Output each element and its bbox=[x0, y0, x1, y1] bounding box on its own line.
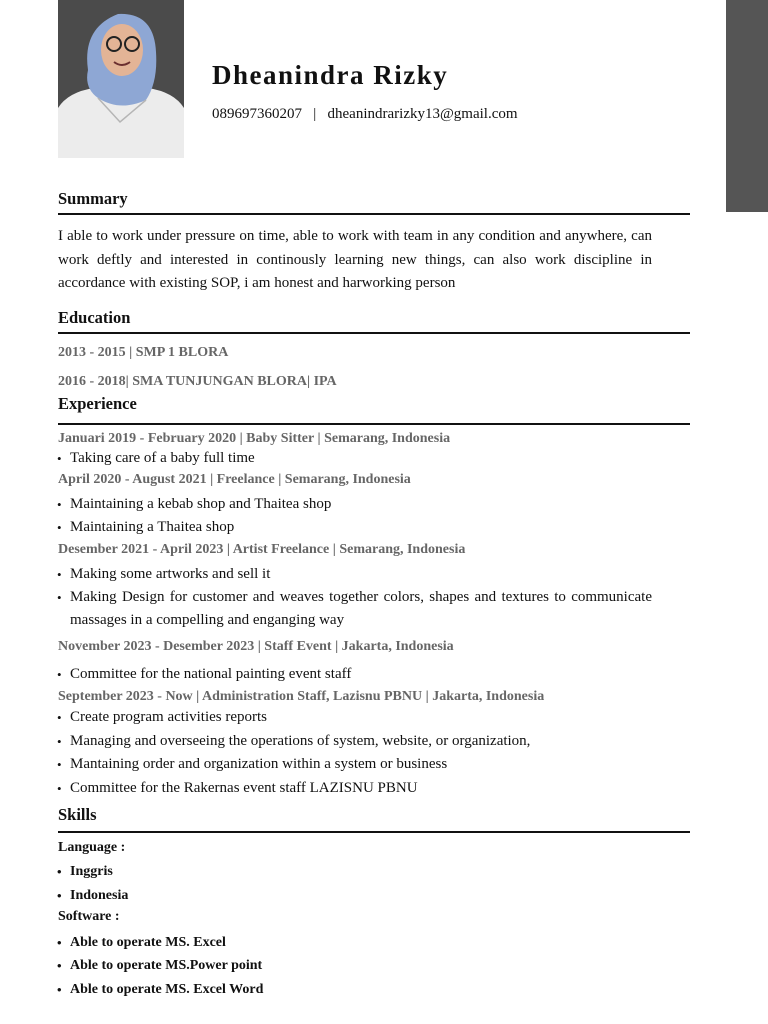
list-item: • Managing and overseeing the operations of system, website, or organization, bbox=[70, 730, 652, 753]
list-item: • Taking care of a baby full time bbox=[70, 447, 652, 470]
software-label: Software : bbox=[58, 909, 120, 924]
list-item: • Maintaining a Thaitea shop bbox=[70, 516, 652, 539]
list-item: • Indonesia bbox=[70, 884, 652, 907]
candidate-name: Dheanindra Rizky bbox=[212, 60, 449, 90]
list-item: • Maintaining a kebab shop and Thaitea shop bbox=[70, 493, 652, 516]
list-item: • Mantaining order and organization within a system or business bbox=[70, 753, 652, 776]
experience-heading: Experience bbox=[58, 394, 137, 413]
phone-number: 089697360207 bbox=[212, 106, 302, 122]
list-item: • Making some artworks and sell it bbox=[70, 563, 652, 586]
list-item: • Able to operate MS.Power point bbox=[70, 954, 652, 977]
profile-photo bbox=[58, 0, 184, 158]
side-scroll-bar bbox=[726, 0, 768, 212]
job-heading: November 2023 - Desember 2023 | Staff Event | Jakarta, Indonesia bbox=[58, 639, 454, 654]
language-label: Language : bbox=[58, 840, 126, 855]
list-item: • Committee for the national painting event staff bbox=[70, 663, 652, 686]
list-item: • Inggris bbox=[70, 860, 652, 883]
list-item: • Making Design for customer and weaves together colors, shapes and textures to communicate massages in a compelling and enganging way bbox=[70, 586, 652, 632]
person-portrait-icon bbox=[58, 0, 184, 158]
contact-separator: | bbox=[313, 106, 317, 122]
email-address: dheanindrarizky13@gmail.com bbox=[327, 106, 518, 122]
job-heading: Desember 2021 - April 2023 | Artist Freelance | Semarang, Indonesia bbox=[58, 542, 466, 557]
education-item: 2013 - 2015 | SMP 1 BLORA bbox=[58, 345, 229, 360]
experience-divider bbox=[58, 423, 690, 425]
education-heading: Education bbox=[58, 308, 131, 327]
job-heading: September 2023 - Now | Administration Staff, Lazisnu PBNU | Jakarta, Indonesia bbox=[58, 689, 545, 704]
education-item: 2016 - 2018| SMA TUNJUNGAN BLORA| IPA bbox=[58, 374, 337, 389]
skills-divider bbox=[58, 831, 690, 833]
skills-heading: Skills bbox=[58, 805, 97, 824]
summary-divider bbox=[58, 213, 690, 215]
summary-text: I able to work under pressure on time, able to work with team in any condition and anywhere, can work deftly and interested in continously learning new things, can also work discipline in accordance with existing SOP, i am honest and harworking person bbox=[58, 228, 652, 291]
list-item: • Create program activities reports bbox=[70, 706, 652, 729]
list-item: • Able to operate MS. Excel Word bbox=[70, 978, 652, 1001]
education-divider bbox=[58, 332, 690, 334]
summary-heading: Summary bbox=[58, 189, 128, 208]
contact-line bbox=[212, 106, 518, 123]
list-item: • Able to operate MS. Excel bbox=[70, 931, 652, 954]
job-heading: April 2020 - August 2021 | Freelance | Semarang, Indonesia bbox=[58, 472, 411, 487]
job-heading: Januari 2019 - February 2020 | Baby Sitter | Semarang, Indonesia bbox=[58, 431, 451, 446]
list-item: • Committee for the Rakernas event staff LAZISNU PBNU bbox=[70, 777, 652, 800]
